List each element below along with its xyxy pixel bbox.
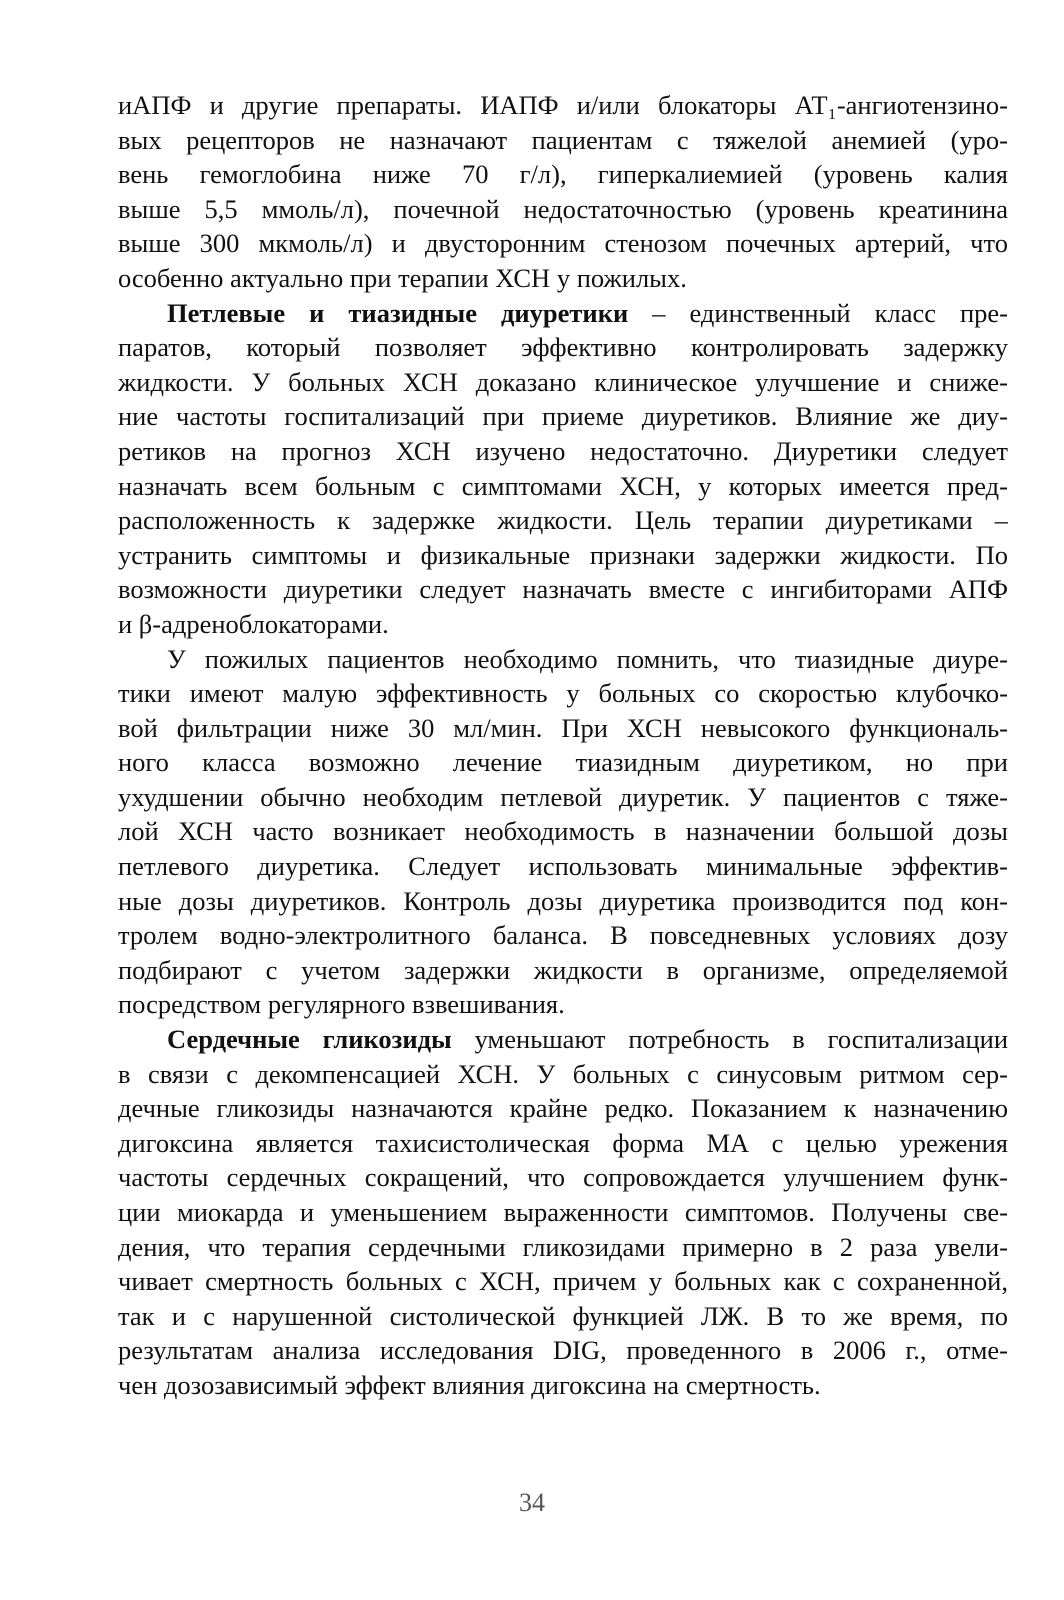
line-text: устранить симптомы и физикальные признаки задержки жидкости. По bbox=[118, 539, 1008, 570]
line-text: особенно актуально при терапии ХСН у пожилых. bbox=[118, 262, 687, 293]
line-text: расположенность к задержке жидкости. Цель терапии диуретиками – bbox=[118, 505, 1008, 536]
text-line bbox=[118, 538, 1008, 573]
text-line bbox=[118, 642, 1008, 677]
line-text: У пожилых пациентов необходимо помнить, что тиазидные диуре- bbox=[167, 643, 1008, 674]
text-line bbox=[118, 1333, 1008, 1368]
text-line bbox=[118, 469, 1008, 504]
body-text bbox=[118, 88, 1008, 1403]
line-text: посредством регулярного взвешивания. bbox=[118, 989, 565, 1020]
line-text: частоты сердечных сокращений, что сопровождается улучшением функ- bbox=[118, 1162, 1008, 1193]
text-line bbox=[118, 676, 1008, 711]
line-text: так и с нарушенной систолической функцией ЛЖ. В то же время, по bbox=[118, 1300, 1008, 1331]
line-text: ции миокарда и уменьшением выраженности симптомов. Получены све- bbox=[118, 1197, 1008, 1227]
line-text: жидкости. У больных ХСН доказано клиническое улучшение и сниже- bbox=[118, 366, 1008, 397]
text-line bbox=[118, 1126, 1008, 1161]
line-text: чен дозозависимый эффект влияния дигоксина на смертность. bbox=[118, 1369, 821, 1400]
text-line bbox=[118, 1057, 1008, 1092]
line-text: вень гемоглобина ниже 70 г/л), гиперкалиемией (уровень калия bbox=[118, 159, 1008, 190]
text-line bbox=[118, 365, 1008, 400]
line-text: лой ХСН часто возникает необходимость в назначении большой дозы bbox=[118, 816, 1008, 847]
text-line bbox=[118, 261, 1008, 296]
text-line bbox=[118, 953, 1008, 988]
line-text: тики имеют малую эффективность у больных со скоростью клубочко- bbox=[118, 678, 1008, 709]
paragraph bbox=[118, 642, 1008, 1023]
text-line bbox=[118, 1091, 1008, 1126]
text-line bbox=[118, 572, 1008, 607]
line-text: ретиков на прогноз ХСН изучено недостаточно. Диуретики следует bbox=[118, 435, 1008, 466]
text-line bbox=[118, 884, 1008, 919]
text-line bbox=[118, 1230, 1008, 1265]
text-line bbox=[118, 434, 1008, 469]
line-text: чивает смертность больных с ХСН, причем у больных как с сохраненной, bbox=[118, 1266, 1008, 1297]
text-line bbox=[118, 330, 1008, 365]
text-line bbox=[118, 503, 1008, 538]
text-line bbox=[118, 1368, 1008, 1403]
text-line bbox=[118, 711, 1008, 746]
line-text: выше 300 мкмоль/л) и двусторонним стенозом почечных артерий, что bbox=[118, 228, 1008, 259]
text-line bbox=[118, 1264, 1008, 1299]
line-text: петлевого диуретика. Следует использовать минимальные эффектив- bbox=[118, 851, 1008, 882]
text-line bbox=[118, 226, 1008, 261]
line-text: уменьшают потребность в госпитализации bbox=[451, 1024, 1008, 1055]
line-text: тролем водно-электролитного баланса. В повседневных условиях дозу bbox=[118, 920, 1008, 951]
line-text: вой фильтрации ниже 30 мл/мин. При ХСН невысокого функциональ- bbox=[118, 712, 1008, 743]
line-text: в связи с декомпенсацией ХСН. У больных с синусовым ритмом сер- bbox=[118, 1058, 1008, 1089]
line-text: дечные гликозиды назначаются крайне редко. Показанием к назначению bbox=[118, 1093, 1008, 1124]
page-number: 34 bbox=[519, 1488, 545, 1517]
line-text: ние частоты госпитализаций при приеме диуретиков. Влияние же диу- bbox=[118, 401, 1008, 432]
line-text: паратов, который позволяет эффективно контролировать задержку bbox=[118, 332, 1008, 363]
line-text: иАПФ и другие препараты. ИАПФ и/или блокаторы АТ₁-ангиотензино- bbox=[118, 90, 1008, 120]
line-text: ные дозы диуретиков. Контроль дозы диуретика производится под кон- bbox=[118, 885, 1008, 916]
line-text: выше 5,5 ммоль/л), почечной недостаточностью (уровень креатинина bbox=[118, 193, 1008, 224]
text-line bbox=[118, 88, 1008, 123]
line-text: – единственный класс пре- bbox=[628, 297, 1008, 328]
bold-lead-term: Петлевые и тиазидные диуретики bbox=[167, 297, 629, 328]
text-line bbox=[118, 849, 1008, 884]
text-line bbox=[118, 399, 1008, 434]
line-text: ного класса возможно лечение тиазидным диуретиком, но при bbox=[118, 747, 1008, 778]
paragraph bbox=[118, 88, 1008, 296]
text-line bbox=[118, 918, 1008, 953]
text-line bbox=[118, 814, 1008, 849]
text-line bbox=[118, 1022, 1008, 1057]
line-text: вых рецепторов не назначают пациентам с тяжелой анемией (уро- bbox=[118, 124, 1008, 155]
text-line bbox=[118, 1299, 1008, 1334]
bold-lead-term: Сердечные гликозиды bbox=[167, 1024, 452, 1055]
line-text: дигоксина является тахисистолическая форма МА с целью урежения bbox=[118, 1127, 1008, 1158]
text-line bbox=[118, 987, 1008, 1022]
text-line bbox=[118, 745, 1008, 780]
line-text: и β-адреноблокаторами. bbox=[118, 608, 389, 639]
text-line bbox=[118, 607, 1008, 642]
text-line bbox=[118, 192, 1008, 227]
text-line bbox=[118, 157, 1008, 192]
paragraph bbox=[118, 1022, 1008, 1403]
paragraph bbox=[118, 296, 1008, 642]
text-line bbox=[118, 1195, 1008, 1230]
text-line bbox=[118, 1160, 1008, 1195]
text-line bbox=[118, 780, 1008, 815]
line-text: возможности диуретики следует назначать вместе с ингибиторами АПФ bbox=[118, 574, 1008, 605]
line-text: результатам анализа исследования DIG, проведенного в 2006 г., отме- bbox=[118, 1335, 1008, 1366]
line-text: подбирают с учетом задержки жидкости в организме, определяемой bbox=[118, 954, 1008, 985]
line-text: назначать всем больным с симптомами ХСН, у которых имеется пред- bbox=[118, 470, 1008, 501]
text-line bbox=[118, 123, 1008, 158]
line-text: дения, что терапия сердечными гликозидами примерно в 2 раза увели- bbox=[118, 1231, 1008, 1262]
line-text: ухудшении обычно необходим петлевой диуретик. У пациентов с тяже- bbox=[118, 781, 1008, 812]
text-line bbox=[118, 296, 1008, 331]
